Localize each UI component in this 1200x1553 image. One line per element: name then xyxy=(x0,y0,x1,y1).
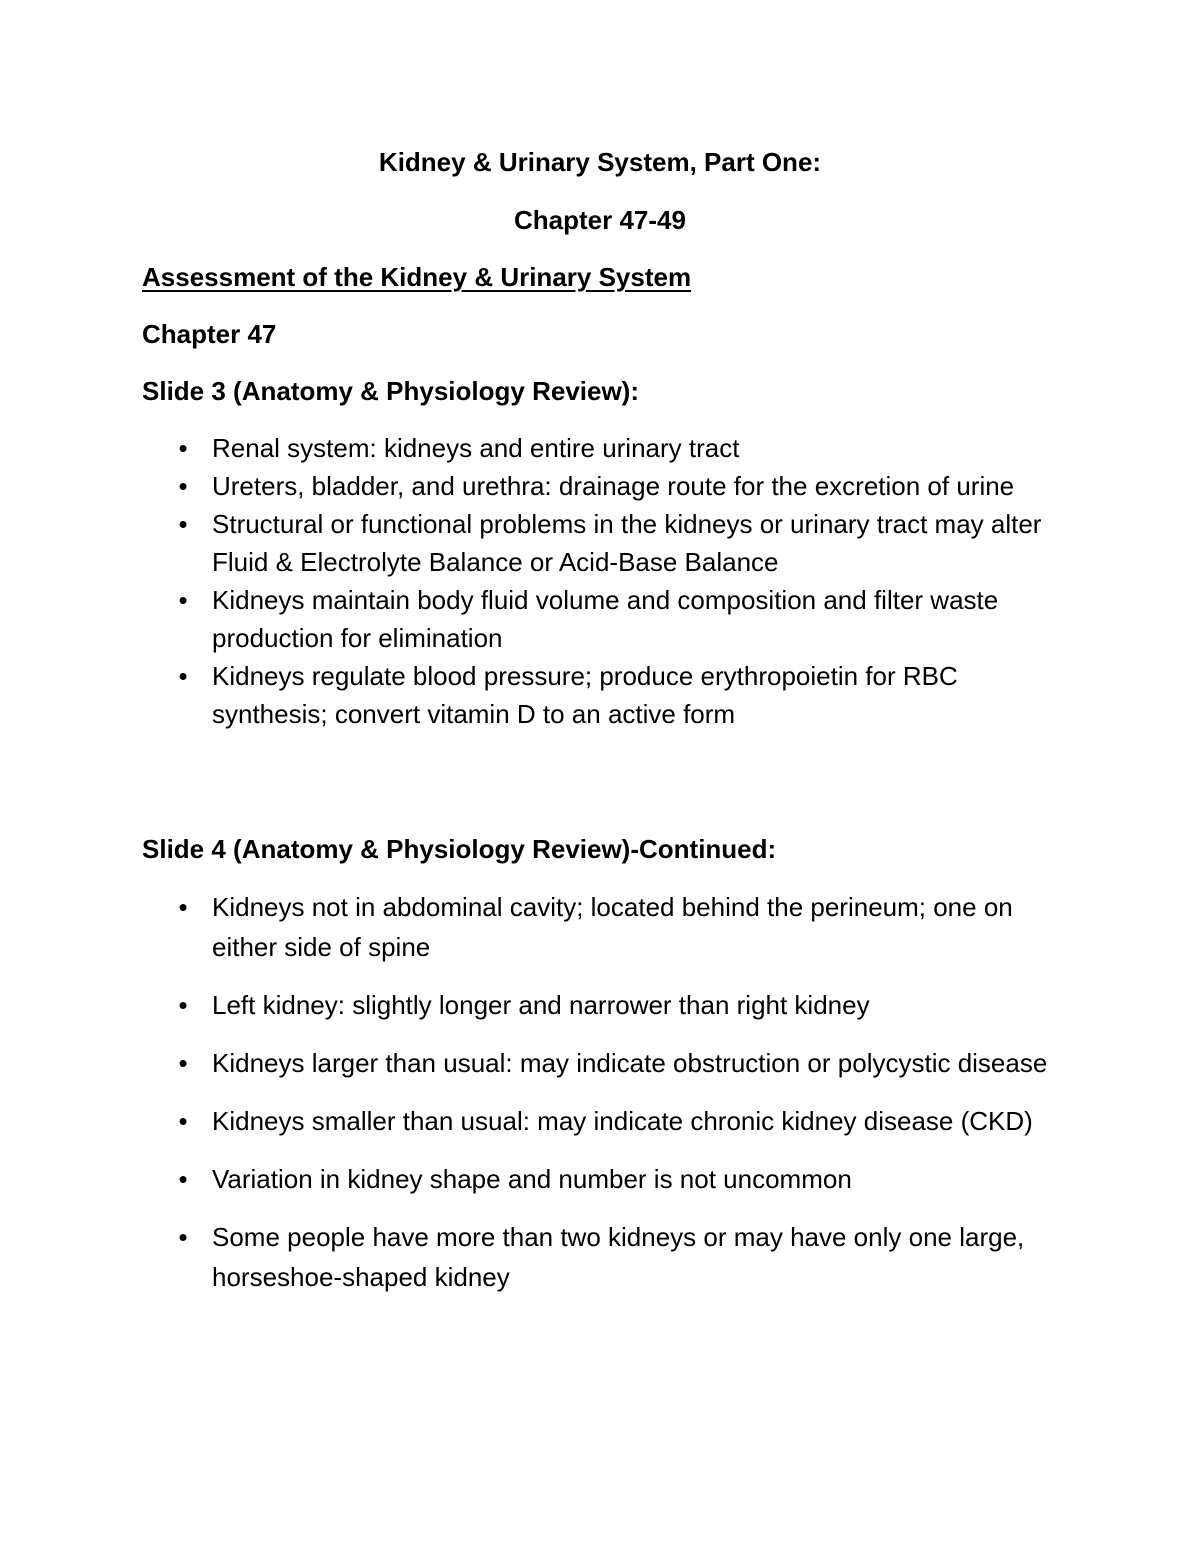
bullet-marker: • xyxy=(178,1164,188,1194)
list-item-text: Renal system: kidneys and entire urinary tract xyxy=(212,433,740,463)
list-item-text: Variation in kidney shape and number is not uncommon xyxy=(212,1164,852,1194)
bullet-marker: • xyxy=(178,661,188,691)
list-item-text: Ureters, bladder, and urethra: drainage route for the excretion of urine xyxy=(212,471,1015,501)
document-subtitle: Chapter 47-49 xyxy=(514,205,686,235)
bullet-marker: • xyxy=(178,1106,188,1136)
bullet-marker: • xyxy=(178,892,188,922)
bullet-marker: • xyxy=(178,1048,188,1078)
list-item xyxy=(142,429,1062,467)
list-item xyxy=(142,1217,1062,1297)
list-item-text: Left kidney: slightly longer and narrower than right kidney xyxy=(212,990,870,1020)
list-item-text: Kidneys not in abdominal cavity; located behind the perineum; one on either side of spine xyxy=(212,892,1013,962)
list-item xyxy=(142,1043,1062,1083)
document-title: Kidney & Urinary System, Part One: xyxy=(378,147,822,177)
slide4-heading: Slide 4 (Anatomy & Physiology Review)-Continued: xyxy=(142,834,777,864)
slide3-heading: Slide 3 (Anatomy & Physiology Review): xyxy=(142,376,639,406)
bullet-marker: • xyxy=(178,433,188,463)
list-item-text: Some people have more than two kidneys or may have only one large, horseshoe-shaped kidney xyxy=(212,1222,1025,1292)
slide3-bullet-list xyxy=(142,429,1062,733)
bullet-marker: • xyxy=(178,1222,188,1252)
section-heading: Assessment of the Kidney & Urinary System xyxy=(142,262,692,292)
bullet-marker: • xyxy=(178,471,188,501)
list-item xyxy=(142,657,1062,733)
list-item-text: Kidneys regulate blood pressure; produce erythropoietin for RBC synthesis; convert vitamin D to an active form xyxy=(212,661,958,729)
list-item xyxy=(142,505,1062,581)
list-item-text: Structural or functional problems in the kidneys or urinary tract may alter Fluid & Electrolyte Balance or Acid-Base Balance xyxy=(212,509,1042,577)
list-item xyxy=(142,1159,1062,1199)
list-item xyxy=(142,1101,1062,1141)
list-item-text: Kidneys larger than usual: may indicate obstruction or polycystic disease xyxy=(212,1048,1048,1078)
list-item xyxy=(142,467,1062,505)
slide4-bullet-list xyxy=(142,887,1062,1315)
list-item-text: Kidneys maintain body fluid volume and composition and filter waste production for elimination xyxy=(212,585,999,653)
bullet-marker: • xyxy=(178,585,188,615)
chapter-heading: Chapter 47 xyxy=(142,319,277,349)
bullet-marker: • xyxy=(178,990,188,1020)
list-item xyxy=(142,887,1062,967)
bullet-marker: • xyxy=(178,509,188,539)
list-item-text: Kidneys smaller than usual: may indicate chronic kidney disease (CKD) xyxy=(212,1106,1033,1136)
list-item xyxy=(142,581,1062,657)
list-item xyxy=(142,985,1062,1025)
